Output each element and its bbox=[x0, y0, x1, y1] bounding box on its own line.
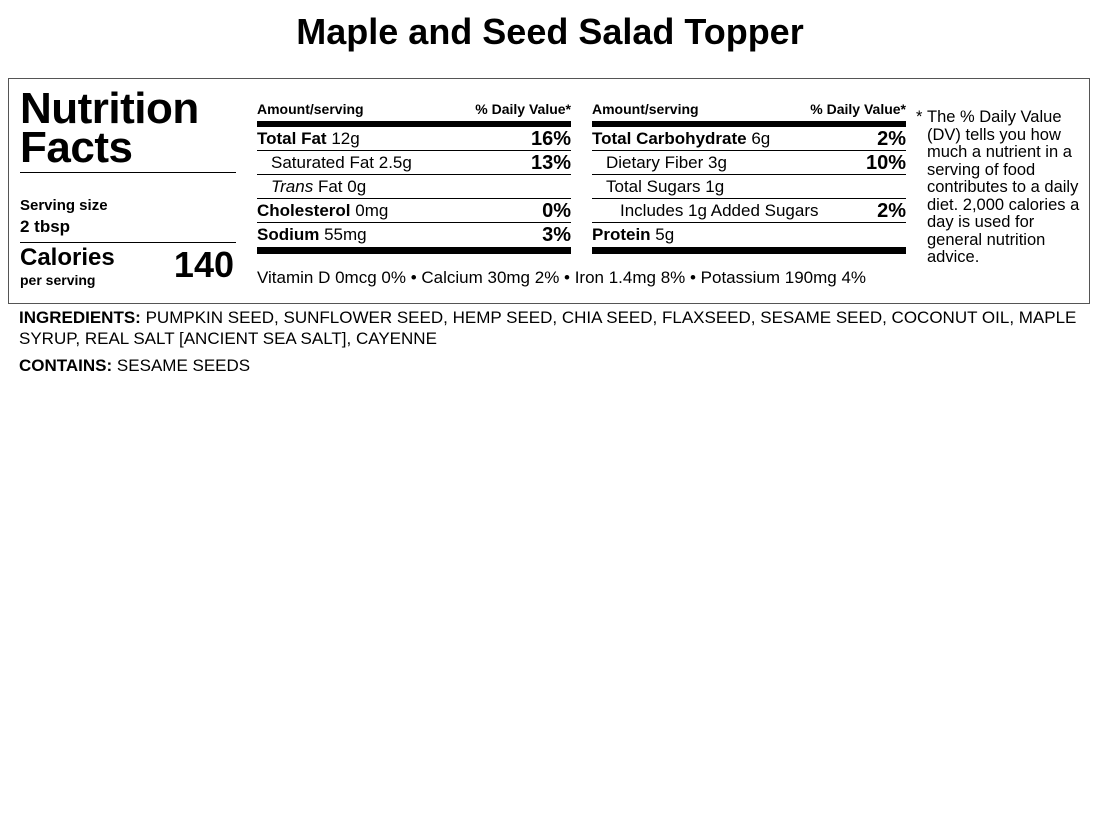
nutrient-name: Total Fat bbox=[257, 129, 327, 148]
heading-divider bbox=[20, 172, 236, 173]
heading-line-2: Facts bbox=[20, 123, 133, 172]
nutrient-row-total-carbohydrate bbox=[592, 127, 906, 151]
ingredients-statement bbox=[19, 307, 1084, 349]
nutrient-column-left bbox=[257, 101, 571, 254]
nutrient-name: Dietary Fiber bbox=[606, 153, 704, 172]
nutrient-dv: 2% bbox=[877, 200, 906, 222]
column-header bbox=[257, 101, 571, 119]
daily-value-footnote bbox=[916, 109, 1084, 267]
nutrient-amount: 1g bbox=[705, 177, 725, 196]
nutrient-dv: 13% bbox=[530, 152, 571, 174]
amount-serving-header: Amount/serving bbox=[592, 101, 699, 117]
product-title: Maple and Seed Salad Topper bbox=[296, 11, 804, 52]
daily-value-header: % Daily Value* bbox=[475, 101, 571, 117]
nutrient-name: Includes 1g Added Sugars bbox=[620, 201, 819, 220]
nutrient-amount: 5g bbox=[655, 225, 675, 244]
nutrient-row-trans-fat bbox=[257, 175, 571, 199]
nutrient-amount: 0mg bbox=[355, 201, 389, 220]
nutrient-amount: 3g bbox=[708, 153, 727, 172]
thick-rule bbox=[257, 247, 571, 254]
contains-text: SESAME SEEDS bbox=[116, 356, 251, 375]
footnote-asterisk: * bbox=[916, 108, 923, 126]
serving-size-label: Serving size bbox=[20, 197, 108, 214]
nutrient-dv: 16% bbox=[530, 128, 571, 150]
nutrient-amount: 6g bbox=[751, 129, 771, 148]
nutrient-amount: 0g bbox=[347, 177, 367, 196]
daily-value-header: % Daily Value* bbox=[810, 101, 906, 117]
nutrient-name: Fat bbox=[317, 177, 343, 196]
nutrition-facts-heading bbox=[20, 84, 236, 172]
footnote-text: The % Daily Value (DV) tells you how much a nutrient in a serving of food contributes to a daily diet. 2,000 calories a day is used for general nutrition advice. bbox=[927, 108, 1080, 266]
nutrient-dv: 0% bbox=[542, 200, 571, 222]
nutrient-dv: 10% bbox=[865, 152, 906, 174]
nutrient-row-cholesterol bbox=[257, 199, 571, 223]
nutrient-row-dietary-fiber bbox=[592, 151, 906, 175]
thick-rule bbox=[592, 247, 906, 254]
nutrition-facts-panel bbox=[8, 78, 1090, 304]
nutrient-row-sodium bbox=[257, 223, 571, 247]
amount-serving-header: Amount/serving bbox=[257, 101, 364, 117]
nutrient-column-right bbox=[592, 101, 906, 254]
nutrient-row-added-sugars bbox=[592, 199, 906, 223]
nutrient-name: Cholesterol bbox=[257, 201, 351, 220]
nutrient-name: Total Sugars bbox=[606, 177, 701, 196]
nutrient-row-saturated-fat bbox=[257, 151, 571, 175]
nutrient-row-total-sugars bbox=[592, 175, 906, 199]
calories-value: 140 bbox=[173, 244, 234, 285]
nutrient-name: Sodium bbox=[257, 225, 320, 244]
contains-label: CONTAINS: bbox=[19, 356, 113, 375]
calories-per-serving: per serving bbox=[20, 272, 96, 288]
nutrient-name: Protein bbox=[592, 225, 651, 244]
ingredients-text: PUMPKIN SEED, SUNFLOWER SEED, HEMP SEED, CHIA SEED, FLAXSEED, SESAME SEED, COCONUT OIL, MAPLE SYRUP, REAL SALT [ANCIENT SEA SALT], CAYENNE bbox=[19, 308, 1077, 348]
nutrient-name-italic: Trans bbox=[271, 177, 314, 196]
heading-line-1: Nutrition bbox=[20, 84, 199, 133]
ingredients-label: INGREDIENTS: bbox=[19, 308, 141, 327]
serving-size-value: 2 tbsp bbox=[20, 217, 71, 236]
nutrient-amount: 12g bbox=[331, 129, 360, 148]
nutrient-row-protein bbox=[592, 223, 906, 247]
calories-label: Calories bbox=[20, 244, 115, 271]
serving-divider bbox=[20, 242, 236, 243]
nutrient-row-total-fat bbox=[257, 127, 571, 151]
nutrient-amount: 2.5g bbox=[378, 153, 412, 172]
nutrient-dv: 2% bbox=[877, 128, 906, 150]
vitamins-minerals-line: Vitamin D 0mcg 0% • Calcium 30mg 2% • Iron 1.4mg 8% • Potassium 190mg 4% bbox=[257, 268, 867, 287]
nutrient-name: Total Carbohydrate bbox=[592, 129, 747, 148]
nutrient-name: Saturated Fat bbox=[271, 153, 375, 172]
column-header bbox=[592, 101, 906, 119]
allergen-statement bbox=[19, 356, 250, 376]
nutrient-dv: 3% bbox=[542, 224, 571, 246]
nutrient-amount: 55mg bbox=[324, 225, 367, 244]
